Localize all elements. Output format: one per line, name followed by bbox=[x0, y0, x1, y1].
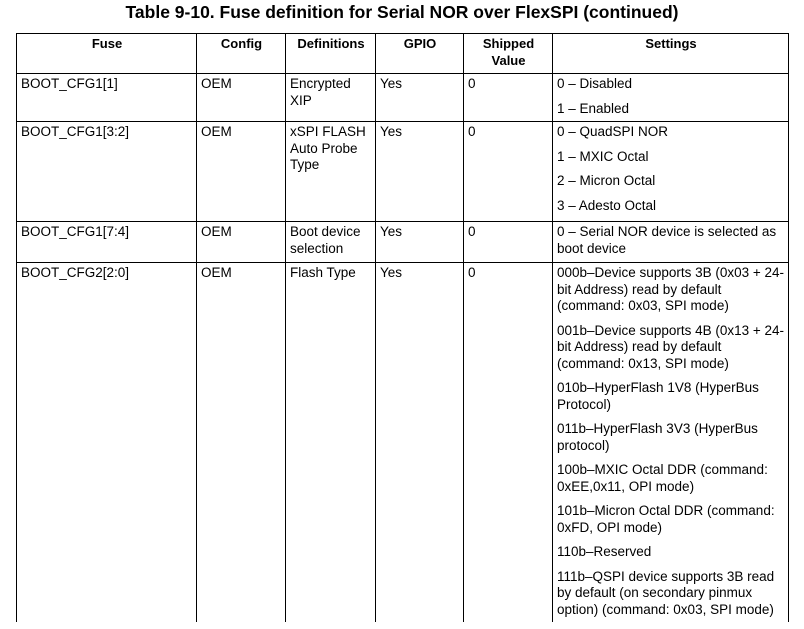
gpio-cell: Yes bbox=[376, 263, 464, 623]
gpio-cell: Yes bbox=[376, 122, 464, 222]
shipped-value-cell: 0 bbox=[464, 222, 553, 263]
header-gpio: GPIO bbox=[376, 34, 464, 74]
setting-item: 1 – Enabled bbox=[557, 100, 630, 116]
setting-item: 100b–MXIC Octal DDR (command: 0xEE,0x11, OPI mode) bbox=[557, 462, 768, 494]
setting-item: 001b–Device supports 4B (0x13 + 24-bit Address) read by default (command: 0x13, SPI mode) bbox=[557, 322, 785, 371]
setting-item: 000b–Device supports 3B (0x03 + 24-bit Address) read by default (command: 0x03, SPI mode) bbox=[557, 265, 785, 313]
definitions-cell: Flash Type bbox=[286, 263, 376, 623]
header-fuse: Fuse bbox=[17, 34, 197, 74]
table-row bbox=[17, 263, 789, 623]
setting-item: 0 – Disabled bbox=[557, 76, 633, 91]
table-row bbox=[17, 222, 789, 263]
setting-item: 3 – Adesto Octal bbox=[557, 197, 657, 213]
fuse-table bbox=[16, 33, 789, 622]
setting-item: 101b–Micron Octal DDR (command: 0xFD, OPI mode) bbox=[557, 503, 775, 535]
shipped-value-cell: 0 bbox=[464, 122, 553, 222]
shipped-value-cell: 0 bbox=[464, 74, 553, 122]
config-cell: OEM bbox=[197, 74, 286, 122]
setting-item: 110b–Reserved bbox=[557, 544, 652, 559]
settings-cell bbox=[553, 74, 789, 122]
fuse-cell: BOOT_CFG1[3:2] bbox=[17, 122, 197, 222]
definitions-cell: Encrypted XIP bbox=[286, 74, 376, 122]
shipped-value-cell: 0 bbox=[464, 263, 553, 623]
setting-item: 2 – Micron Octal bbox=[557, 173, 656, 188]
setting-item: 010b–HyperFlash 1V8 (HyperBus Protocol) bbox=[557, 380, 759, 412]
fuse-cell: BOOT_CFG2[2:0] bbox=[17, 263, 197, 623]
gpio-cell: Yes bbox=[376, 74, 464, 122]
config-cell: OEM bbox=[197, 122, 286, 222]
config-cell: OEM bbox=[197, 263, 286, 623]
setting-item: 011b–HyperFlash 3V3 (HyperBus protocol) bbox=[557, 421, 758, 453]
table-row bbox=[17, 74, 789, 122]
header-shipped-value: Shipped Value bbox=[464, 34, 553, 74]
config-cell: OEM bbox=[197, 222, 286, 263]
definitions-cell: Boot device selection bbox=[286, 222, 376, 263]
settings-cell bbox=[553, 222, 789, 263]
header-config: Config bbox=[197, 34, 286, 74]
fuse-cell: BOOT_CFG1[7:4] bbox=[17, 222, 197, 263]
table-row bbox=[17, 122, 789, 222]
header-row bbox=[17, 34, 789, 74]
setting-item: 1 – MXIC Octal bbox=[557, 148, 649, 164]
gpio-cell: Yes bbox=[376, 222, 464, 263]
settings-cell bbox=[553, 122, 789, 222]
setting-item: 0 – QuadSPI NOR bbox=[557, 124, 669, 139]
header-settings: Settings bbox=[553, 34, 789, 74]
header-definitions: Definitions bbox=[286, 34, 376, 74]
setting-item: 0 – Serial NOR device is selected as boot device bbox=[557, 224, 777, 256]
settings-cell bbox=[553, 263, 789, 623]
setting-item: 111b–QSPI device supports 3B read by default (on secondary pinmux option) (command: 0x03, SPI mode) bbox=[557, 568, 775, 617]
definitions-cell: xSPI FLASH Auto Probe Type bbox=[286, 122, 376, 222]
fuse-cell: BOOT_CFG1[1] bbox=[17, 74, 197, 122]
table-title: Table 9-10. Fuse definition for Serial NOR over FlexSPI (continued) bbox=[125, 2, 679, 22]
